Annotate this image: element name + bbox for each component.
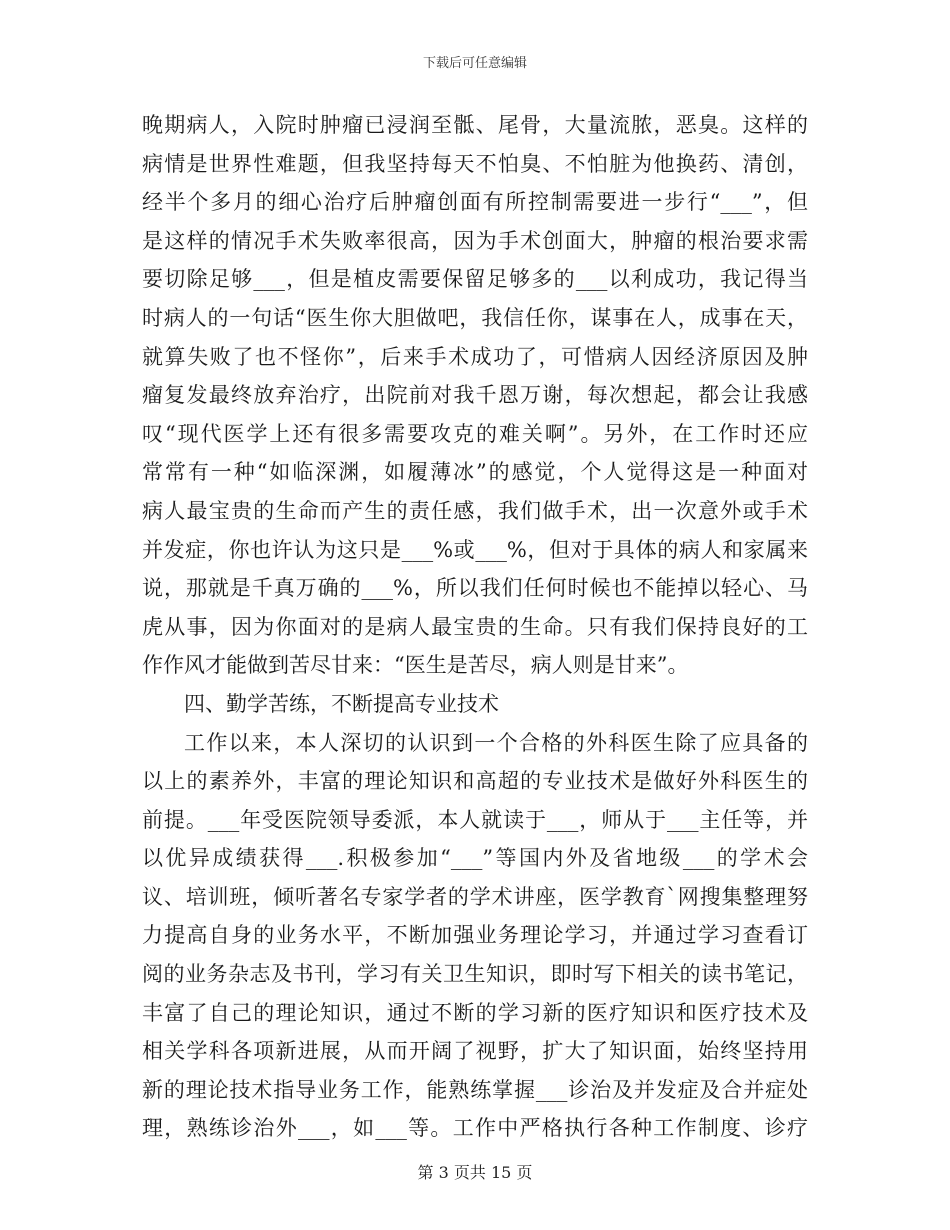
text-line: 要切除足够___，但是植皮需要保留足够多的___以利成功，我记得当: [142, 267, 808, 292]
text-line: 叹“现代医学上还有很多需要攻克的难关啊”。另外，在工作时还应: [142, 421, 808, 446]
text-line: 以优异成绩获得___.积极参加“___”等国内外及省地级___的学术会: [142, 846, 808, 871]
text-line: 时病人的一句话“医生你大胆做吧，我信任你，谋事在人，成事在天，: [142, 305, 808, 330]
text-line: 阅的业务杂志及书刊，学习有关卫生知识，即时写下相关的读书笔记，: [142, 962, 808, 987]
document-body: [142, 106, 808, 1148]
page-header: 下载后可任意编辑: [422, 56, 527, 71]
text-line: 丰富了自己的理论知识，通过不断的学习新的医疗知识和医疗技术及: [142, 1000, 808, 1025]
text-line: 晚期病人，入院时肿瘤已浸润至骶、尾骨，大量流脓，恶臭。这样的: [142, 113, 808, 137]
text-line: 并发症，你也许认为这只是___%或___%，但对于具体的病人和家属来: [142, 537, 808, 562]
text-line: 常常有一种“如临深渊，如履薄冰”的感觉，个人觉得这是一种面对: [142, 460, 808, 485]
text-line: 瘤复发最终放弃治疗，出院前对我千恩万谢，每次想起，都会让我感: [142, 383, 808, 408]
text-line: 就算失败了也不怪你”，后来手术成功了，可惜病人因经济原因及肿: [142, 344, 808, 369]
text-line: 说，那就是千真万确的___%，所以我们任何时候也不能掉以轻心、马: [142, 576, 808, 601]
text-line: 理，熟练诊治外___，如___等。工作中严格执行各种工作制度、诊疗: [142, 1116, 808, 1141]
text-line: 议、培训班，倾听著名专家学者的学术讲座，医学教育`网搜集整理努: [142, 884, 808, 909]
text-line: 是这样的情况手术失败率很高，因为手术创面大，肿瘤的根治要求需: [142, 228, 808, 253]
text-line: 前提。___年受医院领导委派，本人就读于___，师从于___主任等，并: [142, 807, 808, 832]
section-heading: 四、勤学苦练，不断提高专业技术: [184, 691, 499, 716]
paragraph-first-line: 工作以来，本人深切的认识到一个合格的外科医生除了应具备的: [184, 730, 808, 755]
page-number: 第 3 页共 15 页: [417, 1163, 533, 1182]
text-line: 相关学科各项新进展，从而开阔了视野，扩大了知识面，始终坚持用: [142, 1039, 808, 1064]
text-line: 病情是世界性难题，但我坚持每天不怕臭、不怕脏为他换药、清创，: [142, 151, 808, 176]
paragraph-end-line: 作作风才能做到苦尽甘来：“医生是苦尽，病人则是甘来”。: [142, 653, 689, 678]
text-line: 力提高自身的业务水平，不断加强业务理论学习，并通过学习查看订: [142, 923, 808, 948]
text-line: 经半个多月的细心治疗后肿瘤创面有所控制需要进一步行“___”，但: [142, 190, 808, 215]
text-line: 虎从事，因为你面对的是病人最宝贵的生命。只有我们保持良好的工: [142, 614, 808, 639]
text-line: 新的理论技术指导业务工作，能熟练掌握___诊治及并发症及合并症处: [142, 1077, 808, 1102]
text-line: 以上的素养外，丰富的理论知识和高超的专业技术是做好外科医生的: [142, 769, 808, 794]
text-line: 病人最宝贵的生命而产生的责任感，我们做手术，出一次意外或手术: [142, 498, 808, 523]
